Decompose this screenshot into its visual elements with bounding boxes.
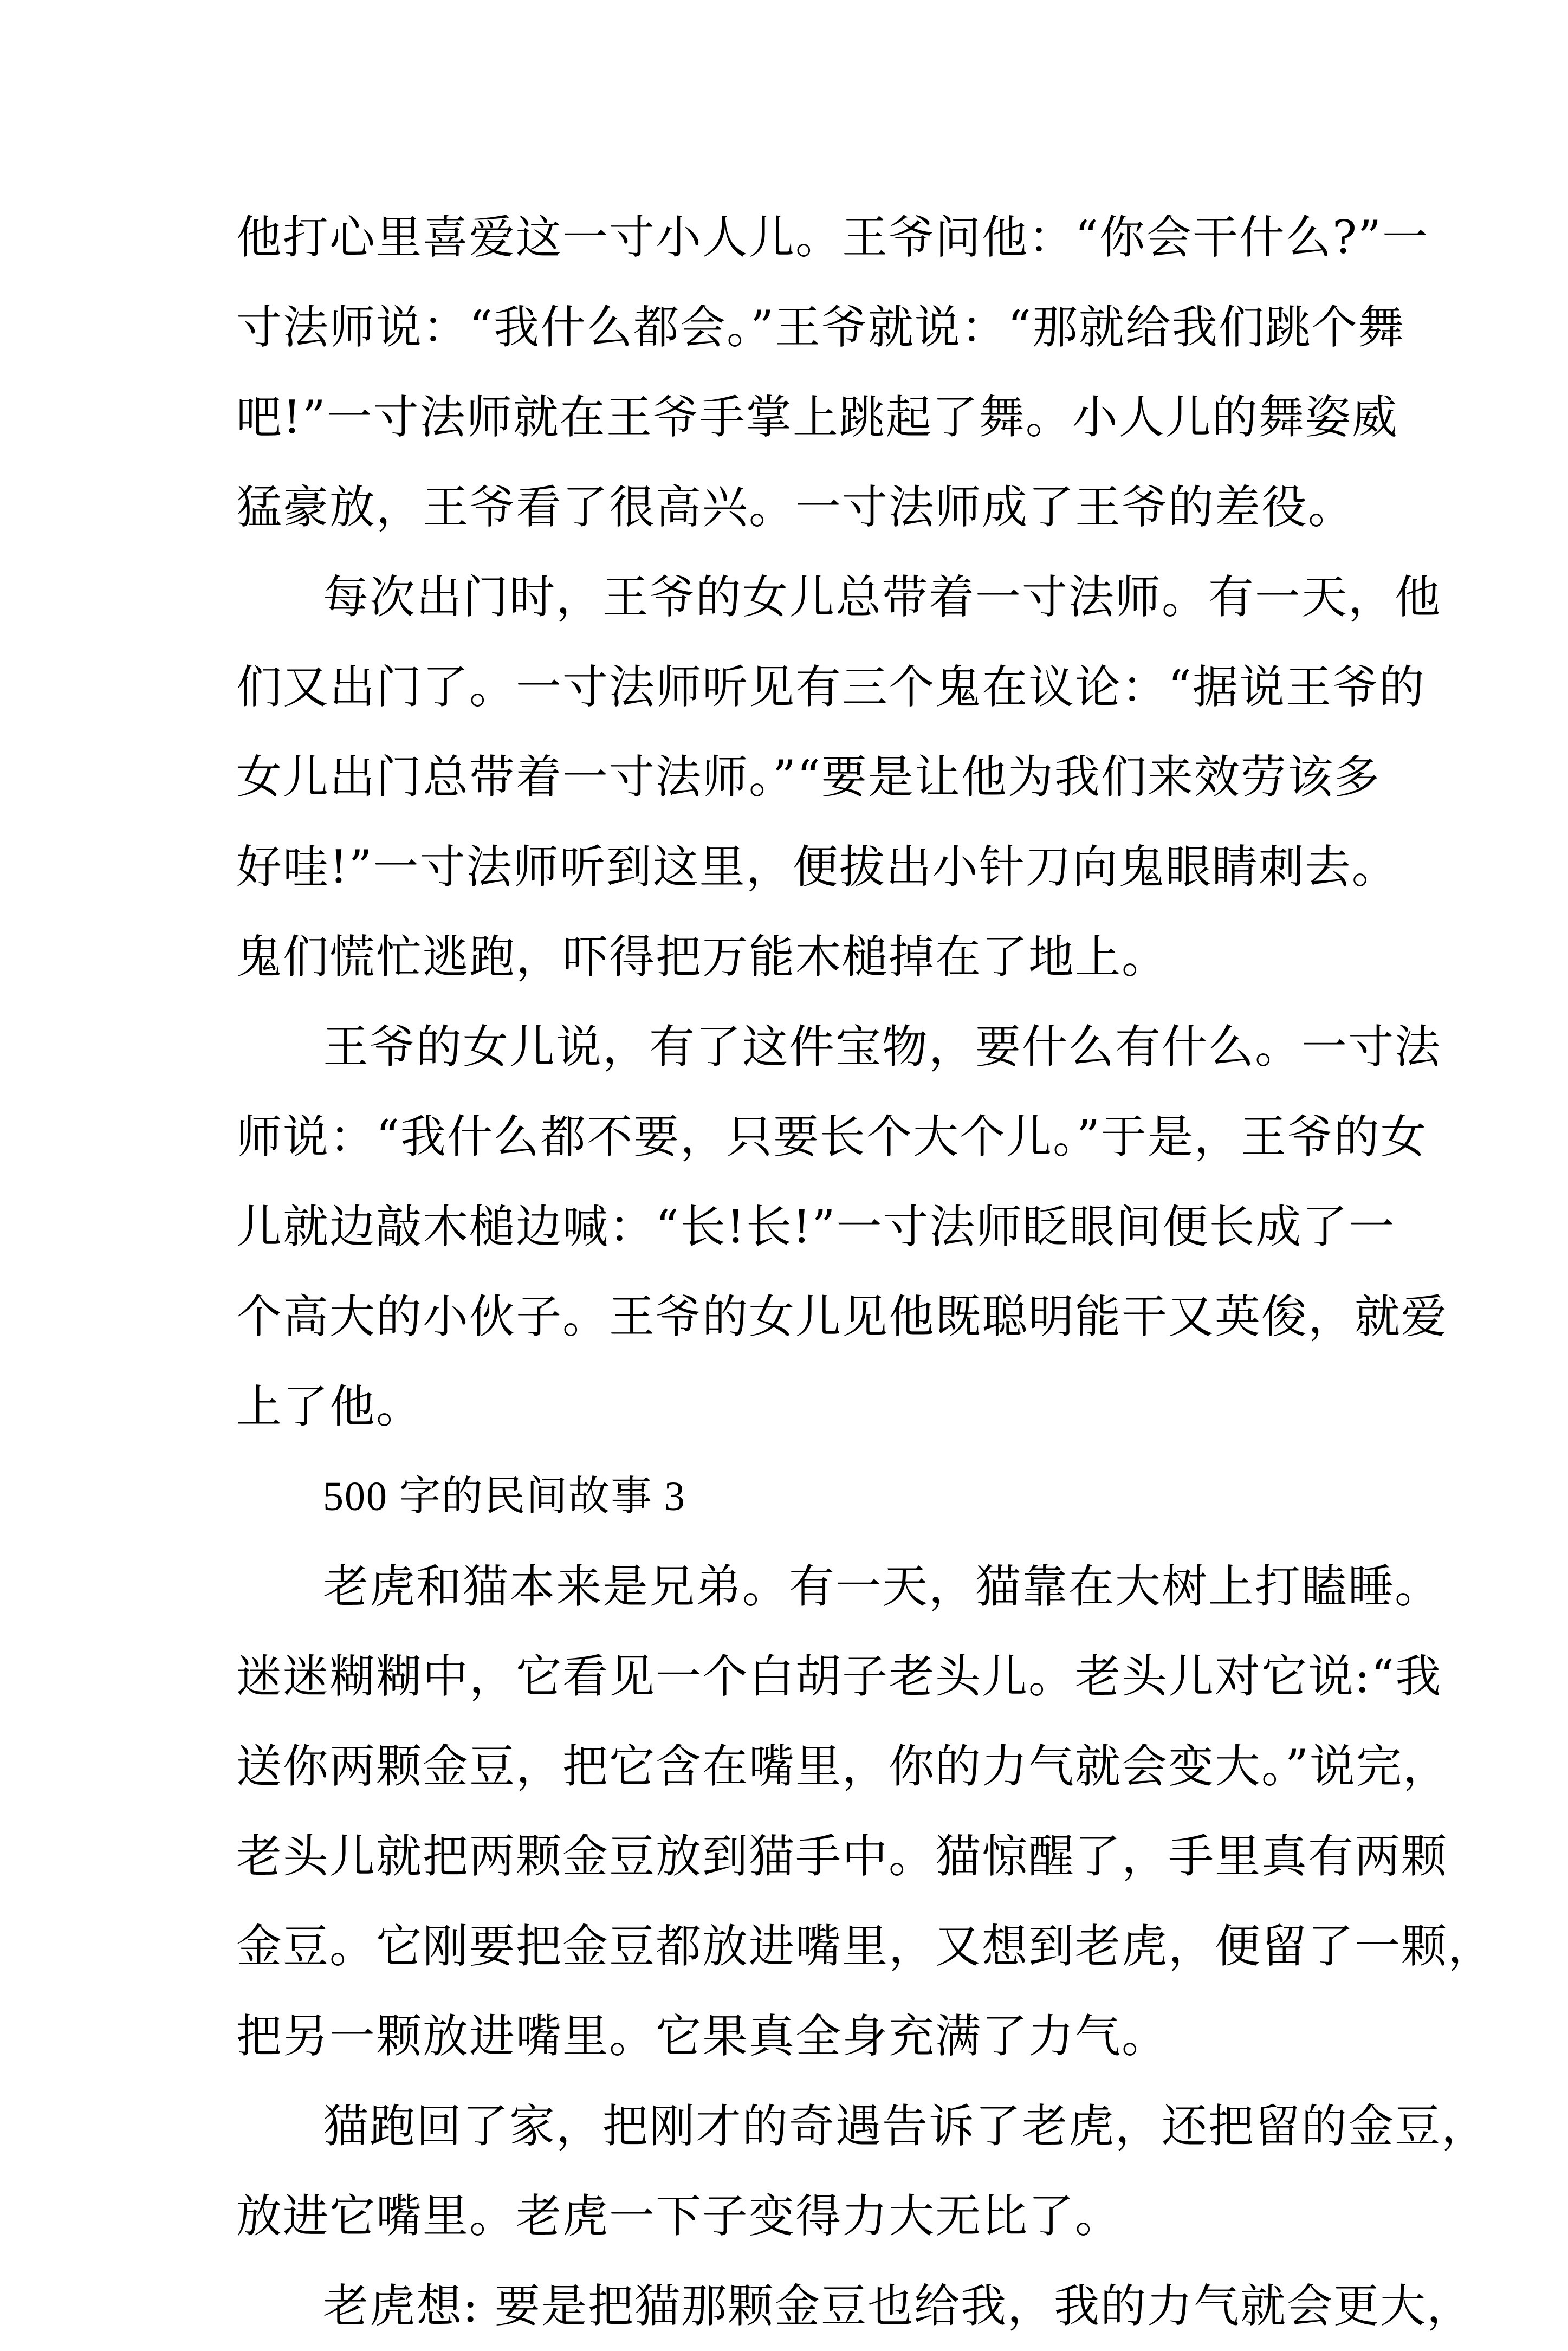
text-line: 猛豪放，王爷看了很高兴。一寸法师成了王爷的差役。 [236,481,1355,534]
paragraph-start-line: 老虎和猫本来是兄弟。有一天，猫靠在大树上打瞌睡。 [323,1560,1442,1613]
text-line: 女儿出门总带着一寸法师。”“要是让他为我们来效劳该多 [236,750,1381,804]
paragraph-start-line: 猫跑回了家，把刚才的奇遇告诉了老虎，还把留的金豆， [323,2100,1488,2153]
text-line: 儿就边敲木槌边喊：“长!长!”一寸法师眨眼间便长成了一 [236,1200,1396,1253]
paragraph-start-line: 老虎想: 要是把猫那颗金豆也给我，我的力气就会更大， [323,2279,1474,2333]
text-line: 老头儿就把两颗金豆放到猫手中。猫惊醒了，手里真有两颗 [236,1830,1448,1883]
text-line: 鬼们慌忙逃跑，吓得把万能木槌掉在了地上。 [236,930,1169,983]
text-line: 送你两颗金豆，把它含在嘴里，你的力气就会变大。”说完， [236,1740,1449,1793]
paragraph-start-line: 王爷的女儿说，有了这件宝物，要什么有什么。一寸法 [323,1020,1442,1073]
document-body [236,192,1495,2351]
text-line: 迷迷糊糊中，它看见一个白胡子老头儿。老头儿对它说:“我 [236,1650,1442,1703]
text-line: 金豆。它刚要把金豆都放进嘴里，又想到老虎，便留了一颗， [236,1920,1495,1973]
text-line: 吧!”一寸法师就在王爷手掌上跳起了舞。小人儿的舞姿威 [236,391,1398,444]
text-line: 把另一颗放进嘴里。它果真全身充满了力气。 [236,2010,1169,2063]
text-line: 寸法师说：“我什么都会。”王爷就说：“那就给我们跳个舞 [236,301,1405,354]
text-line: 他打心里喜爱这一寸小人儿。王爷问他：“你会干什么?”一 [236,211,1429,264]
section-heading: 500 字的民间故事 3 [323,1474,686,1519]
text-line: 们又出门了。一寸法师听见有三个鬼在议论：“据说王爷的 [236,660,1426,714]
paragraph-start-line: 每次出门时，王爷的女儿总带着一寸法师。有一天，他 [323,571,1442,624]
text-line: 师说：“我什么都不要，只要长个大个儿。”于是，王爷的女 [236,1110,1427,1163]
text-line: 放进它嘴里。老虎一下子变得力大无比了。 [236,2190,1122,2243]
text-line: 上了他。 [236,1380,423,1433]
text-line: 个高大的小伙子。王爷的女儿见他既聪明能干又英俊，就爱 [236,1290,1448,1343]
text-line: 好哇!”一寸法师听到这里，便拔出小针刀向鬼眼睛刺去。 [236,840,1398,893]
